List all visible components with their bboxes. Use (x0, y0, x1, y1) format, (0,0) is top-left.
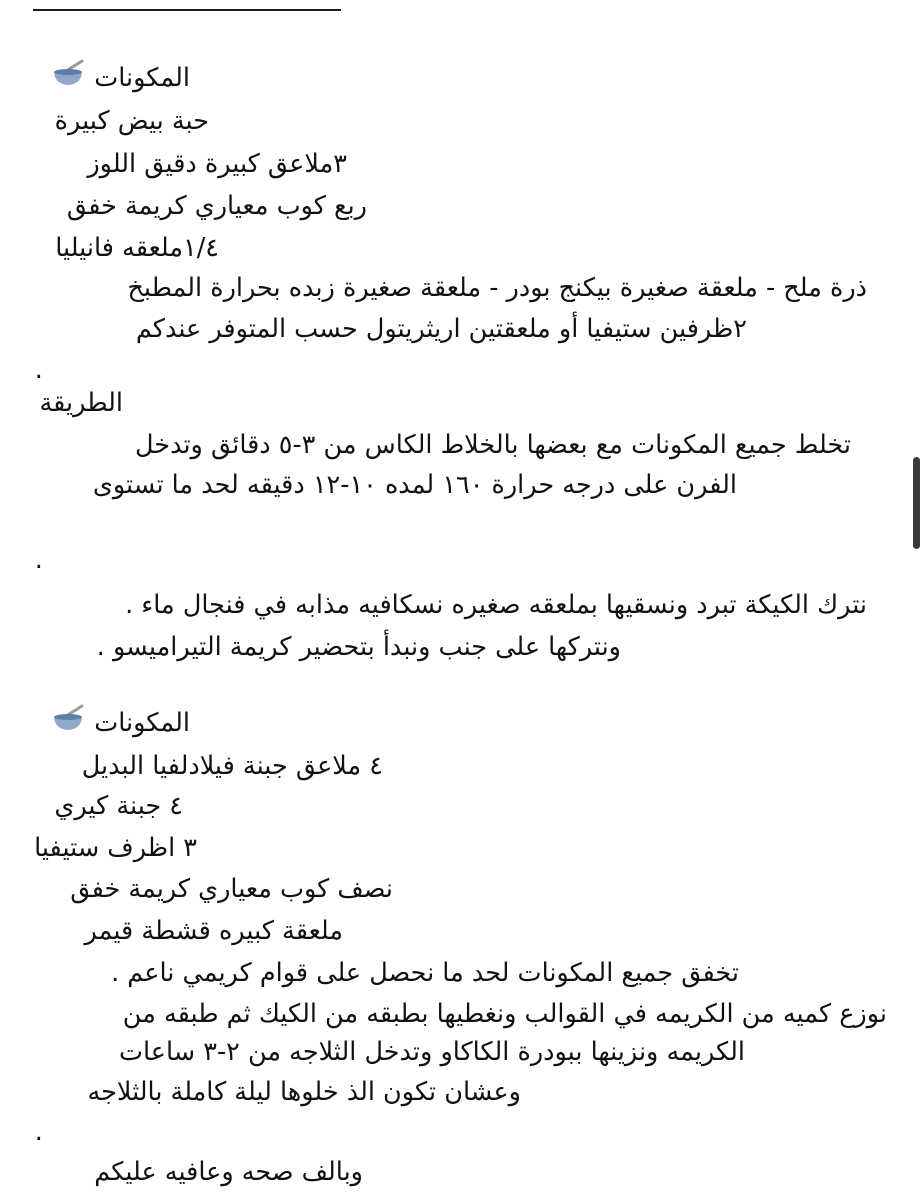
section2-ingredient-1: ٤ ملاعق جبنة فيلادلفيا البديل (81, 751, 383, 781)
section2-ingredient-2: ٤ جبنة كيري (54, 791, 183, 821)
section2-heading (52, 703, 190, 743)
section1-method-line-1: تخلط جميع المكونات مع بعضها بالخلاط الكاس من ٣-٥ دقائق وتدخل (135, 430, 851, 460)
section1-cooling-line-1: نترك الكيكة تبرد ونسقيها بملعقه صغيره نسكافيه مذابه في فنجال ماء . (125, 590, 867, 620)
section1-ingredient-4: ١/٤ملعقه فانيليا (55, 233, 219, 263)
section1-ingredient-1: حبة بيض كبيرة (54, 106, 209, 136)
section1-cooling-line-2: ونتركها على جنب ونبدأ بتحضير كريمة التيراميسو . (96, 632, 621, 662)
section1-heading-text: المكونات (94, 63, 190, 93)
section1-ingredient-6: ٢ظرفين ستيفيا أو ملعقتين اريثريتول حسب المتوفر عندكم (135, 314, 747, 344)
section1-dot-2: . (34, 545, 43, 575)
bowl-with-spoon-icon (52, 59, 86, 99)
section2-heading-text: المكونات (94, 708, 190, 738)
section2-ingredient-3: ٣ اظرف ستيفيا (34, 833, 197, 863)
section1-ingredient-2: ٣ملاعق كبيرة دقيق اللوز (87, 149, 347, 179)
section2-method-line-1: تخفق جميع المكونات لحد ما نحصل على قوام كريمي ناعم . (111, 958, 739, 988)
section2-method-line-2: نوزع كميه من الكريمه في القوالب ونغطيها بطبقه من الكيك ثم طبقه من (122, 999, 887, 1029)
section2-method-line-4: وعشان تكون الذ خلوها ليلة كاملة بالثلاجه (87, 1077, 521, 1107)
section1-ingredient-5: ذرة ملح - ملعقة صغيرة بيكنج بودر - ملعقة صغيرة زبده بحرارة المطبخ (127, 273, 867, 303)
section1-dot-1: . (34, 355, 43, 385)
section1-ingredient-3: ربع كوب معياري كريمة خفق (66, 191, 367, 221)
closing-line: وبالف صحه وعافيه عليكم (94, 1157, 363, 1187)
bowl-with-spoon-icon (52, 704, 86, 744)
section1-method-title: الطريقة (39, 388, 123, 418)
vertical-scrollbar-thumb[interactable] (913, 457, 920, 549)
section1-heading (52, 58, 190, 98)
section2-dot: . (34, 1117, 43, 1147)
section1-method-line-2: الفرن على درجه حرارة ١٦٠ لمده ١٠-١٢ دقيقه لحد ما تستوى (92, 470, 737, 500)
section2-ingredient-5: ملعقة كبيره قشطة قيمر (84, 916, 343, 946)
section2-ingredient-4: نصف كوب معياري كريمة خفق (70, 874, 393, 904)
section2-method-line-3: الكريمه ونزينها ببودرة الكاكاو وتدخل الثلاجه من ٢-٣ ساعات (119, 1037, 745, 1067)
